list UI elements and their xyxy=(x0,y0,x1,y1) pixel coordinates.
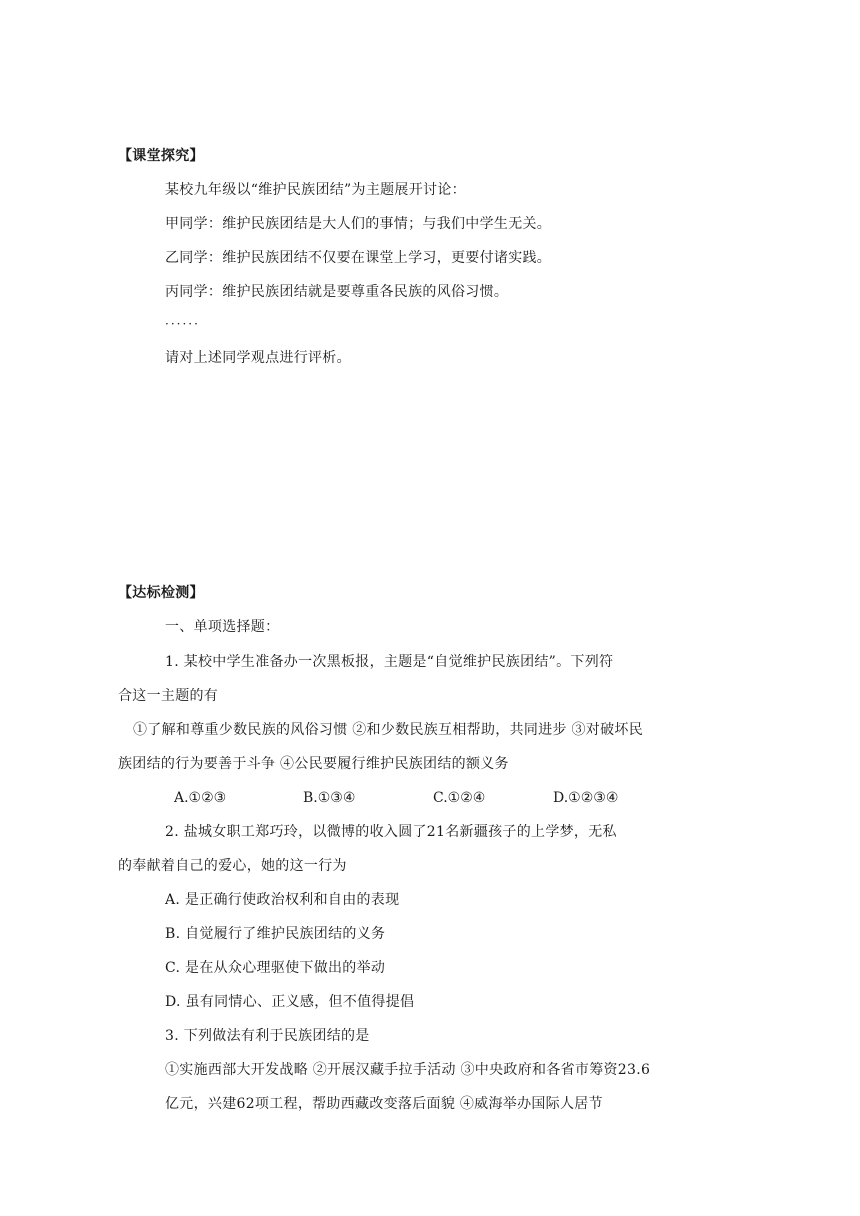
question-2-text: 2. 盐城女职工郑巧玲，以微博的收入圆了21名新疆孩子的上学梦，无私 xyxy=(165,824,617,840)
question-1-statements: ①了解和尊重少数民族的风俗习惯 ②和少数民族互相帮助，共同进步 ③对破坏民 xyxy=(133,722,643,738)
speaker-statement: 丙同学：维护民族团结就是要尊重各民族的风俗习惯。 xyxy=(165,284,509,300)
speaker-statement: 乙同学：维护民族团结不仅要在课堂上学习，更要付诸实践。 xyxy=(165,250,552,266)
question-1-option-d: D.①②③④ xyxy=(553,790,619,806)
question-2-option-d: D. 虽有同情心、正义感，但不值得提倡 xyxy=(165,994,415,1010)
part-title: 一、单项选择题： xyxy=(165,619,280,635)
question-3-statements: ①实施西部大开发战略 ②开展汉藏手拉手活动 ③中央政府和各省市筹资23.6 xyxy=(165,1062,651,1078)
question-3-statements-cont: 亿元，兴建62项工程，帮助西藏改变落后面貌 ④威海举办国际人居节 xyxy=(165,1096,603,1112)
ellipsis: ······ xyxy=(165,317,200,331)
speaker-statement: 甲同学：维护民族团结是大人们的事情；与我们中学生无关。 xyxy=(165,216,552,232)
question-1-text: 1. 某校中学生准备办一次黑板报，主题是“自觉维护民族团结”。下列符 xyxy=(165,654,614,670)
question-1-option-b: B.①③④ xyxy=(303,790,356,806)
discussion-intro: 某校九年级以“维护民族团结”为主题展开讨论： xyxy=(165,182,466,198)
evaluation-prompt: 请对上述同学观点进行评析。 xyxy=(165,350,351,366)
question-3-text: 3. 下列做法有利于民族团结的是 xyxy=(165,1028,370,1044)
question-1-option-c: C.①②④ xyxy=(433,790,486,806)
section-heading-classroom-inquiry: 【课堂探究】 xyxy=(118,148,204,164)
question-1-option-a: A.①②③ xyxy=(174,790,227,806)
question-2-option-a: A. 是正确行使政治权利和自由的表现 xyxy=(165,892,400,908)
section-heading-assessment: 【达标检测】 xyxy=(118,585,204,601)
question-2-text-cont: 的奉献着自己的爱心，她的这一行为 xyxy=(118,858,347,874)
question-1-text-cont: 合这一主题的有 xyxy=(118,688,219,704)
question-2-option-c: C. 是在从众心理驱使下做出的举动 xyxy=(165,960,386,976)
question-2-option-b: B. 自觉履行了维护民族团结的义务 xyxy=(165,926,386,942)
question-1-statements-cont: 族团结的行为要善于斗争 ④公民要履行维护民族团结的额义务 xyxy=(118,756,509,772)
